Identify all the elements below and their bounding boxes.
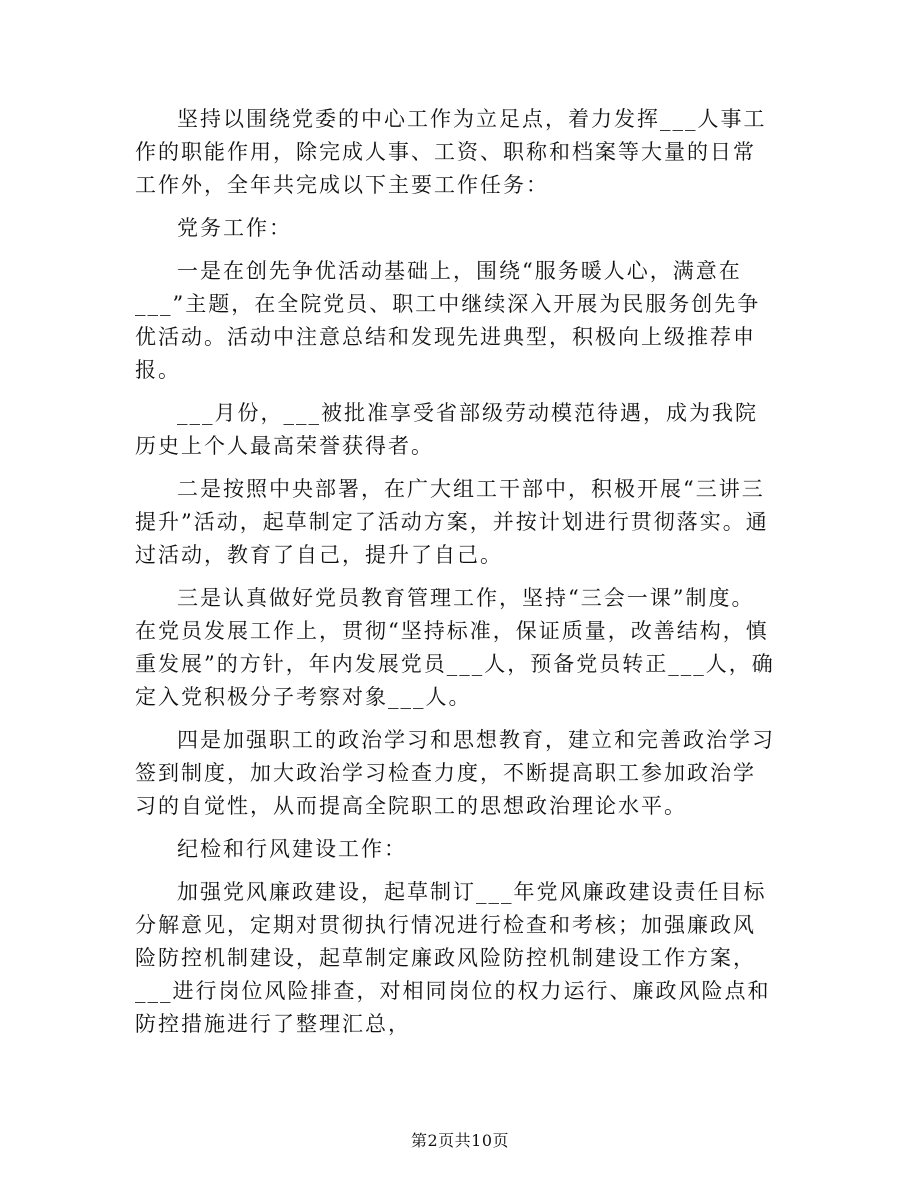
page-number: 第2页共10页 xyxy=(410,1131,510,1150)
paragraph-item-2: 二是按照中央部署，在广大组工干部中，积极开展“三讲三提升”活动，起草制定了活动方案，并按计划进行贯彻落实。通过活动，教育了自己，提升了自己。 xyxy=(135,477,769,567)
heading-discipline-work: 纪检和行风建设工作： xyxy=(177,837,407,861)
heading-party-work: 党务工作： xyxy=(177,216,292,240)
paragraph-anti-corruption: 加强党风廉政建设，起草制订___年党风廉政建设责任目标分解意见，定期对贯彻执行情况进行检查和考核；加强廉政风险防控机制建设，起草制定廉政风险防控机制建设工作方案，___进行岗位风险排查，对相同岗位的权力运行、廉政风险点和防控措施进行了整理汇总， xyxy=(135,880,771,1036)
paragraph-item-1: 一是在创先争优活动基础上，围绕“服务暖人心，满意在___”主题，在全院党员、职工中继续深入开展为民服务创先争优活动。活动中注意总结和发现先进典型，积极向上级推荐申报。 xyxy=(135,259,761,382)
paragraph-item-4: 四是加强职工的政治学习和思想教育，建立和完善政治学习签到制度，加大政治学习检查力度，不断提高职工参加政治学习的自觉性，从而提高全院职工的思想政治理论水平。 xyxy=(135,728,775,818)
paragraph-intro: 坚持以围绕党委的中心工作为立足点，着力发挥___人事工作的职能作用，除完成人事、工资、职称和档案等大量的日常工作外，全年共完成以下主要工作任务： xyxy=(135,107,767,197)
paragraph-item-3: 三是认真做好党员教育管理工作，坚持“三会一课”制度。在党员发展工作上，贯彻“坚持标准，保证质量，改善结构，慎重发展”的方针，年内发展党员___人，预备党员转正___人，确定入党积极分子考察对象___人。 xyxy=(135,586,775,709)
paragraph-honor: ___月份，___被批准享受省部级劳动模范待遇，成为我院历史上个人最高荣誉获得者。 xyxy=(135,401,758,458)
document-body xyxy=(135,103,775,1041)
